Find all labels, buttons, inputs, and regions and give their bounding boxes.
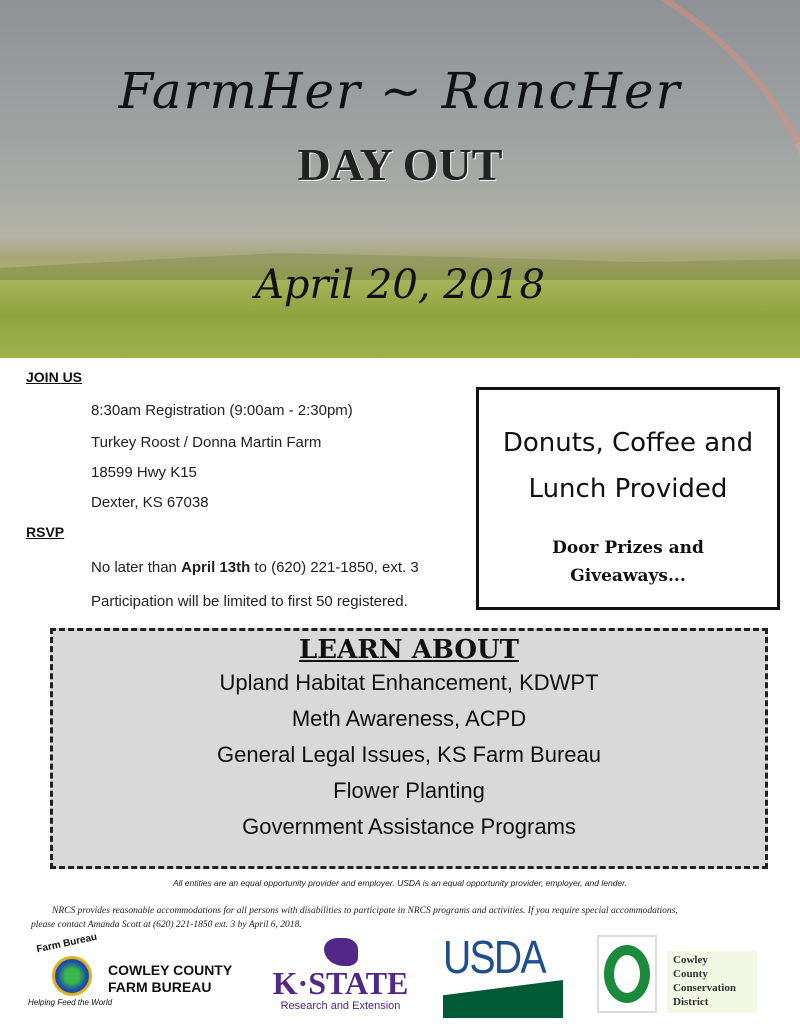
nrcs-notice: NRCS provides reasonable accommodations for all persons with disabilities to participate in NRCS programs and activities. If you require special accommodations, (52, 906, 678, 916)
fb-name: FARM BUREAU (108, 979, 212, 995)
usda-logo (443, 931, 563, 1020)
promo-line: Donuts, Coffee and (502, 428, 754, 458)
fb-top: Farm Bureau (35, 931, 99, 956)
learn-item: Meth Awareness, ACPD (291, 706, 527, 731)
learn-item: Flower Planting (333, 778, 485, 803)
hero-banner (0, 0, 800, 358)
fb-bottom: Helping Feed the World (28, 998, 113, 1007)
promo-box (476, 387, 780, 610)
learn-item: Government Assistance Programs (242, 814, 576, 839)
rsvp-post: to (620) 221-1850, ext. 3 (250, 559, 419, 576)
conservation-district-logo (597, 935, 757, 1019)
rsvp-date: April 13th (181, 559, 251, 576)
farm-bureau-logo (24, 931, 254, 1018)
learn-item: Upland Habitat Enhancement, KDWPT (219, 670, 599, 695)
fb-name: COWLEY COUNTY (108, 962, 233, 978)
ccd-text: County (673, 968, 708, 980)
event-date: April 20, 2018 (254, 262, 546, 308)
join-line: 8:30am Registration (9:00am - 2:30pm) (91, 402, 353, 419)
rsvp-heading: RSVP (26, 524, 65, 540)
rsvp-limit: Participation will be limited to first 50 registered. (91, 593, 408, 610)
event-title: FarmHer ~ RancHer (118, 62, 682, 120)
wildcat-icon (324, 938, 358, 966)
event-subtitle: DAY OUT (297, 139, 503, 190)
join-heading: JOIN US (26, 369, 83, 385)
kstate-logo (268, 938, 413, 1018)
kstate-text: K·STATE (272, 965, 409, 1001)
join-line: Dexter, KS 67038 (91, 494, 209, 511)
equal-opportunity: All entities are an equal opportunity provider and employer. USDA is an equal opportunity provider, employer, and lender. (172, 878, 628, 888)
promo-line: Giveaways... (570, 566, 686, 586)
usda-text: USDA (443, 931, 545, 983)
nrcs-notice-2: please contact Amanda Scott at (620) 221-1850 ext. 3 by April 6, 2018. (31, 920, 302, 930)
ccd-text: Cowley (673, 954, 708, 966)
promo-line: Lunch Provided (528, 474, 728, 504)
swirl-icon (604, 945, 650, 1003)
learn-about-box (50, 628, 768, 869)
rsvp-pre: No later than (91, 559, 182, 576)
usda-field (443, 980, 563, 1018)
join-line: Turkey Roost / Donna Martin Farm (91, 434, 322, 451)
learn-heading: LEARN ABOUT (299, 635, 519, 665)
ccd-text: Conservation (673, 982, 736, 994)
rsvp-line (91, 559, 419, 576)
ccd-text: District (673, 996, 709, 1008)
learn-item: General Legal Issues, KS Farm Bureau (217, 742, 601, 767)
promo-line: Door Prizes and (552, 538, 704, 558)
globe-icon (52, 956, 92, 996)
kstate-sub: Research and Extension (280, 1000, 401, 1012)
join-line: 18599 Hwy K15 (91, 464, 197, 481)
